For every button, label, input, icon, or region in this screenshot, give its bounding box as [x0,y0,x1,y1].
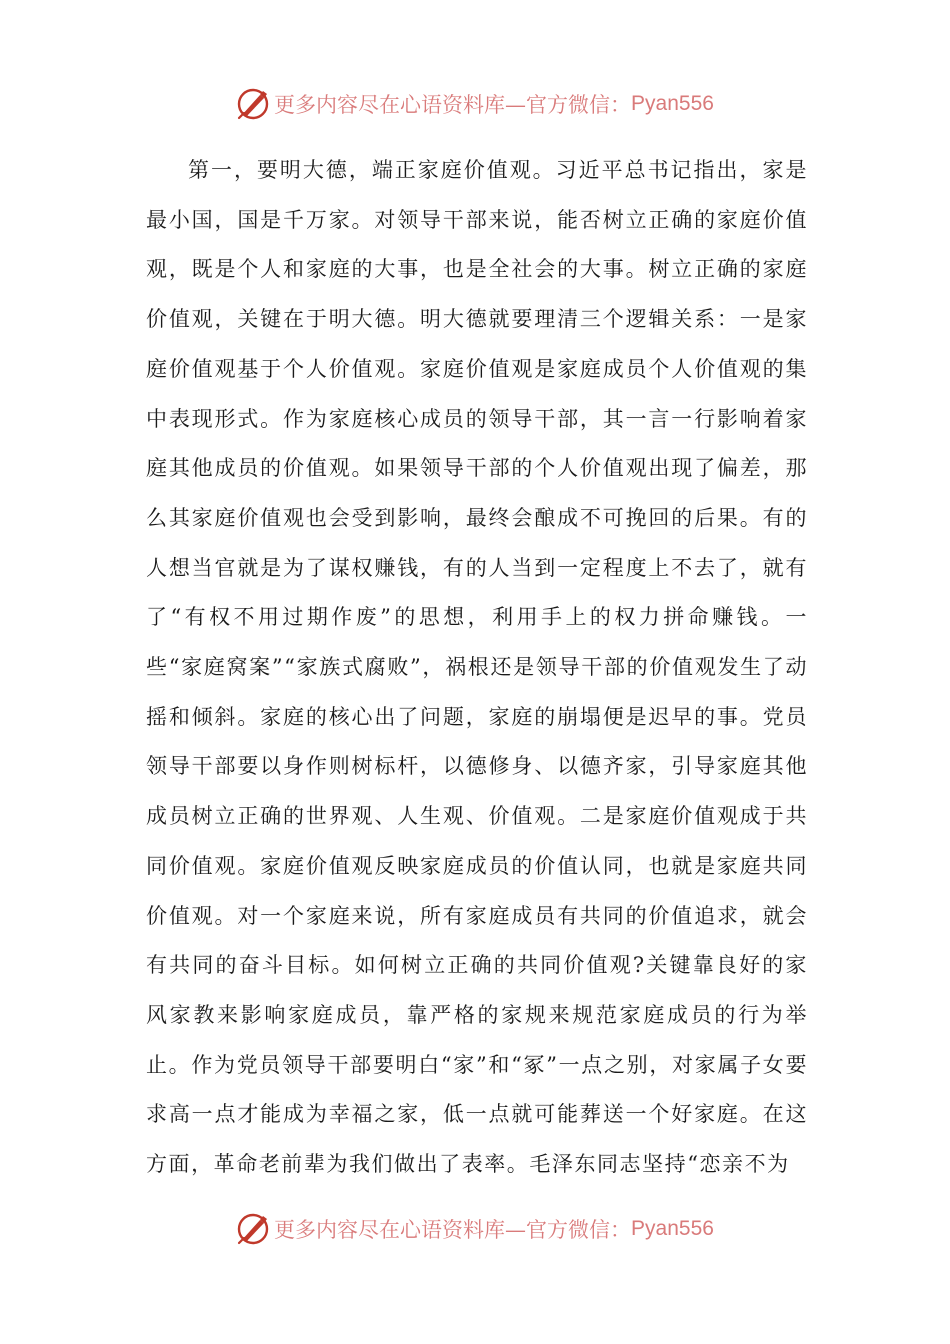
watermark-text: 更多内容尽在心语资料库—官方微信： [274,93,632,117]
watermark-handle: Pyan556 [631,1217,714,1240]
body-paragraph: 第一，要明大德，端正家庭价值观。习近平总书记指出，家是最小国，国是千万家。对领导干部来说，能否树立正确的家庭价值观，既是个人和家庭的大事，也是全社会的大事。树立正确的家庭价值观，关键在于明大德。明大德就要理清三个逻辑关系：一是家庭价值观基于个人价值观。家庭价值观是家庭成员个人价值观的集中表现形式。作为家庭核心成员的领导干部，其一言一行影响着家庭其他成员的价值观。如果领导干部的个人价值观出现了偏差，那么其家庭价值观也会受到影响，最终会酿成不可挽回的后果。有的人想当官就是为了谋权赚钱，有的人当到一定程度上不去了，就有了“有权不用过期作废”的思想，利用手上的权力拼命赚钱。一些“家庭窝案”“家族式腐败”，祸根还是领导干部的价值观发生了动摇和倾斜。家庭的核心出了问题，家庭的崩塌便是迟早的事。党员领导干部要以身作则树标杆，以德修身、以德齐家，引导家庭其他成员树立正确的世界观、人生观、价值观。二是家庭价值观成于共同价值观。家庭价值观反映家庭成员的价值认同，也就是家庭共同价值观。对一个家庭来说，所有家庭成员有共同的价值追求，就会有共同的奋斗目标。如何树立正确的共同价值观?关键靠良好的家风家教来影响家庭成员，靠严格的家规来规范家庭成员的行为举止。作为党员领导干部要明白“家”和“冢”一点之别，对家属子女要求高一点才能成为幸福之家，低一点就可能葬送一个好家庭。在这方面，革命老前辈为我们做出了表率。毛泽东同志坚持“恋亲不为 [146,158,808,1177]
pen-nib-logo-icon [236,87,270,121]
header-watermark [0,84,950,124]
watermark-text: 更多内容尽在心语资料库—官方微信： [274,1218,632,1242]
watermark-handle: Pyan556 [631,92,714,115]
footer-watermark [0,1209,950,1249]
pen-nib-logo-icon [236,1212,270,1246]
document-body [146,146,808,1190]
